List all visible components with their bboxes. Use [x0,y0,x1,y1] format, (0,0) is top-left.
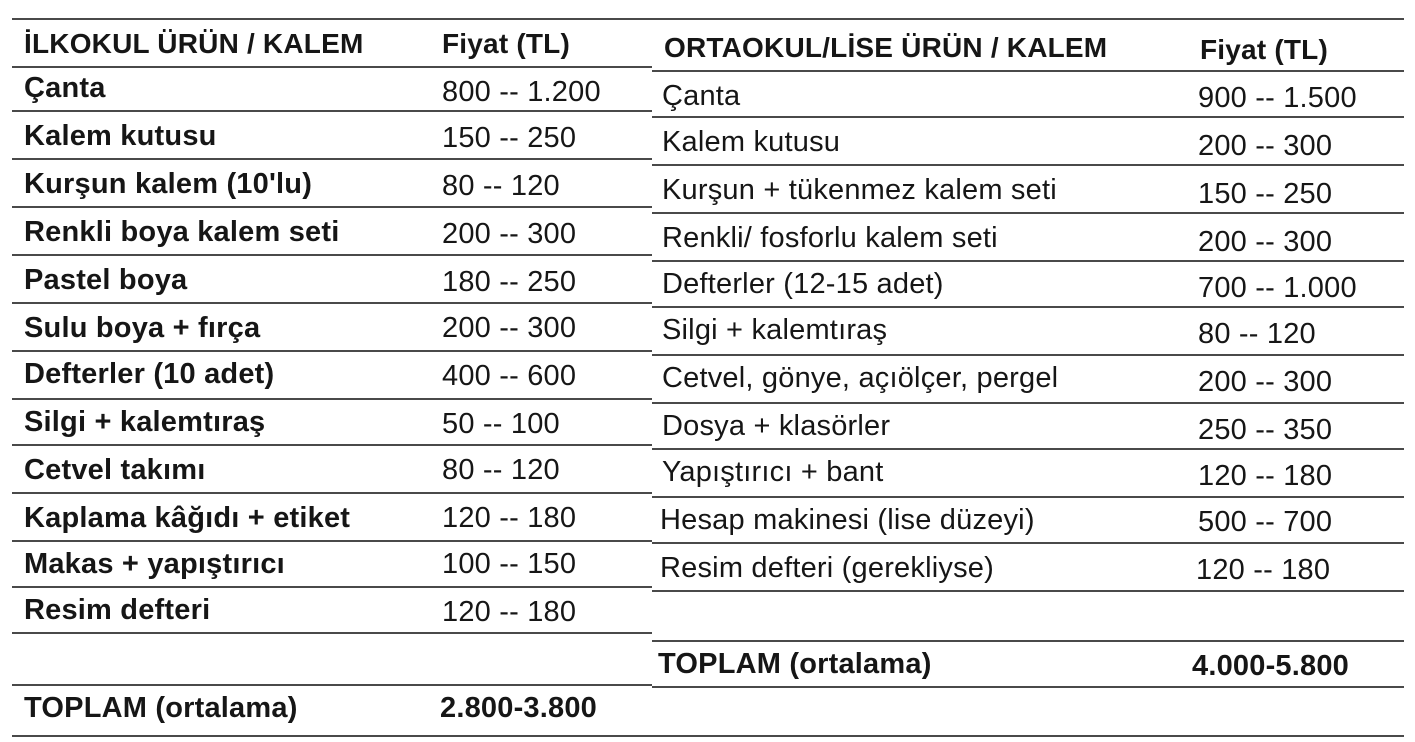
right-row-item: Silgi + kalemtıraş [662,314,888,346]
left-row-item: Silgi + kalemtıraş [24,406,266,438]
right-row-item: Kalem kutusu [662,126,841,158]
rule-left-header [12,66,652,68]
rule-bottom [12,735,1404,737]
rule-right-5 [652,306,1404,308]
rule-right-9 [652,496,1404,498]
rule-left-7 [12,398,652,400]
left-total-value: 2.800-3.800 [440,692,597,724]
left-row-price: 150 -- 250 [442,122,577,154]
rule-right-header [652,70,1404,72]
left-row-price: 80 -- 120 [442,454,560,486]
right-row-price: 500 -- 700 [1198,506,1333,538]
right-header-price: Fiyat (TL) [1200,34,1328,65]
right-row-item: Çanta [662,80,741,112]
left-row-price: 180 -- 250 [442,266,577,298]
left-row-price: 50 -- 100 [442,408,560,440]
left-row-price: 400 -- 600 [442,360,577,392]
right-row-price: 200 -- 300 [1198,130,1333,162]
rule-left-8 [12,444,652,446]
rule-left-4 [12,254,652,256]
rule-top [12,18,1404,20]
left-row-item: Sulu boya + fırça [24,312,261,344]
right-row-item: Kurşun + tükenmez kalem seti [662,174,1057,206]
rule-right-7 [652,402,1404,404]
rule-left-11 [12,586,652,588]
rule-left-total [12,684,652,686]
right-row-price: 700 -- 1.000 [1198,272,1357,304]
left-row-item: Resim defteri [24,594,211,626]
rule-left-12 [12,632,652,634]
left-header-item: İLKOKUL ÜRÜN / KALEM [24,28,364,59]
rule-left-3 [12,206,652,208]
rule-left-6 [12,350,652,352]
left-row-price: 120 -- 180 [442,596,577,628]
rule-left-2 [12,158,652,160]
right-row-price: 120 -- 180 [1198,460,1333,492]
right-row-item: Yapıştırıcı + bant [662,456,884,488]
left-row-item: Çanta [24,72,106,104]
right-row-item: Defterler (12-15 adet) [662,268,944,300]
right-row-item: Dosya + klasörler [662,410,891,442]
left-row-item: Makas + yapıştırıcı [24,548,285,580]
left-row-price: 80 -- 120 [442,170,560,202]
rule-right-3 [652,212,1404,214]
left-row-item: Defterler (10 adet) [24,358,275,390]
right-row-item: Renkli/ fosforlu kalem seti [662,222,998,254]
rule-left-5 [12,302,652,304]
left-row-price: 200 -- 300 [442,218,577,250]
left-row-price: 800 -- 1.200 [442,76,601,108]
left-row-price: 120 -- 180 [442,502,577,534]
left-total-label: TOPLAM (ortalama) [24,692,298,724]
rule-right-12 [652,640,1404,642]
right-row-price: 80 -- 120 [1198,318,1316,350]
right-row-price: 200 -- 300 [1198,226,1333,258]
right-total-label: TOPLAM (ortalama) [658,648,932,680]
right-row-price: 150 -- 250 [1198,178,1333,210]
right-row-item: Resim defteri (gerekliyse) [660,552,994,584]
right-row-item: Hesap makinesi (lise düzeyi) [660,504,1035,536]
rule-right-2 [652,164,1404,166]
left-row-item: Kurşun kalem (10'lu) [24,168,313,200]
rule-left-10 [12,540,652,542]
rule-right-total [652,686,1404,688]
left-header-price: Fiyat (TL) [442,28,570,59]
right-row-item: Cetvel, gönye, açıölçer, pergel [662,362,1059,394]
left-row-item: Renkli boya kalem seti [24,216,340,248]
left-row-item: Pastel boya [24,264,188,296]
rule-left-9 [12,492,652,494]
right-row-price: 200 -- 300 [1198,366,1333,398]
rule-right-8 [652,448,1404,450]
right-header-item: ORTAOKUL/LİSE ÜRÜN / KALEM [664,32,1108,63]
left-row-item: Cetvel takımı [24,454,206,486]
rule-right-1 [652,116,1404,118]
right-row-price: 900 -- 1.500 [1198,82,1357,114]
left-row-price: 200 -- 300 [442,312,577,344]
rule-right-6 [652,354,1404,356]
right-row-price: 120 -- 180 [1196,554,1331,586]
rule-right-10 [652,542,1404,544]
right-total-value: 4.000-5.800 [1192,650,1349,682]
left-row-item: Kalem kutusu [24,120,217,152]
right-row-price: 250 -- 350 [1198,414,1333,446]
rule-right-11 [652,590,1404,592]
rule-left-1 [12,110,652,112]
rule-right-4 [652,260,1404,262]
left-row-item: Kaplama kâğıdı + etiket [24,502,351,534]
left-row-price: 100 -- 150 [442,548,577,580]
